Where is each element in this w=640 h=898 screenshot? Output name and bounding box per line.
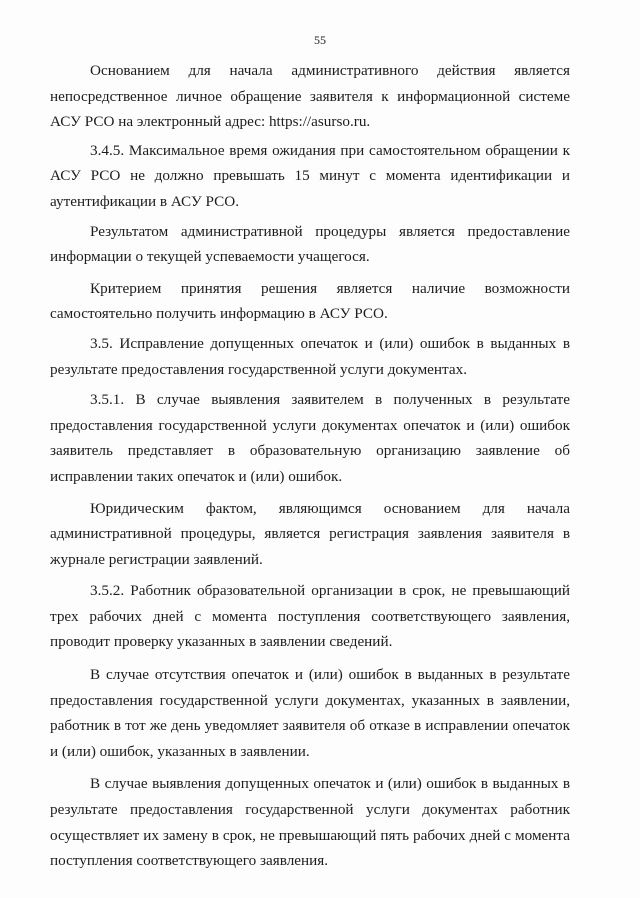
paragraph-3-5: 3.5. Исправление допущенных опечаток и (или) ошибок в выданных в результате предоставления государственной услуги документах.: [50, 334, 570, 378]
paragraph-legal-fact: Юридическим фактом, являющимся основанием для начала административной процедуры, является регистрация заявления заявителя в журнале регистрации заявлений.: [50, 499, 570, 568]
paragraph-basis-for-action: Основанием для начала административного действия является непосредственное личное обращение заявителя к информационной системе АСУ РСО на электронный адрес: https://asurso.ru.: [50, 62, 570, 131]
paragraph-no-errors-case: В случае отсутствия опечаток и (или) ошибок в выданных в результате предоставления государственной услуги документах, указанных в заявлении, работник в тот же день уведомляет заявителя об отказе в исправлении опечаток и (или) ошибок, указанных в заявлении.: [50, 666, 570, 760]
paragraph-errors-found-case: В случае выявления допущенных опечаток и (или) ошибок в выданных в результате предоставления государственной услуги документах работник осуществляет их замену в срок, не превышающий пять рабочих дней с момента поступления соответствующего заявления.: [50, 775, 570, 870]
paragraph-3-4-5: 3.4.5. Максимальное время ожидания при самостоятельном обращении к АСУ РСО не должно превышать 15 минут с момента идентификации и аутентификации в АСУ РСО.: [50, 141, 570, 210]
document-body: [50, 58, 570, 881]
paragraph-decision-criterion: Критерием принятия решения является наличие возможности самостоятельно получить информацию в АСУ РСО.: [50, 279, 570, 323]
page-number: 55: [314, 33, 326, 47]
paragraph-3-5-1: 3.5.1. В случае выявления заявителем в полученных в результате предоставления государственной услуги документах опечаток и (или) ошибок заявитель представляет в образовательную организацию заявление об исправлении таких опечаток и (или) ошибок.: [50, 391, 570, 485]
paragraph-3-5-2: 3.5.2. Работник образовательной организации в срок, не превышающий трех рабочих дней с момента поступления соответствующего заявления, проводит проверку указанных в заявлении сведений.: [50, 582, 570, 651]
paragraph-procedure-result: Результатом административной процедуры является предоставление информации о текущей успеваемости учащегося.: [50, 222, 570, 266]
